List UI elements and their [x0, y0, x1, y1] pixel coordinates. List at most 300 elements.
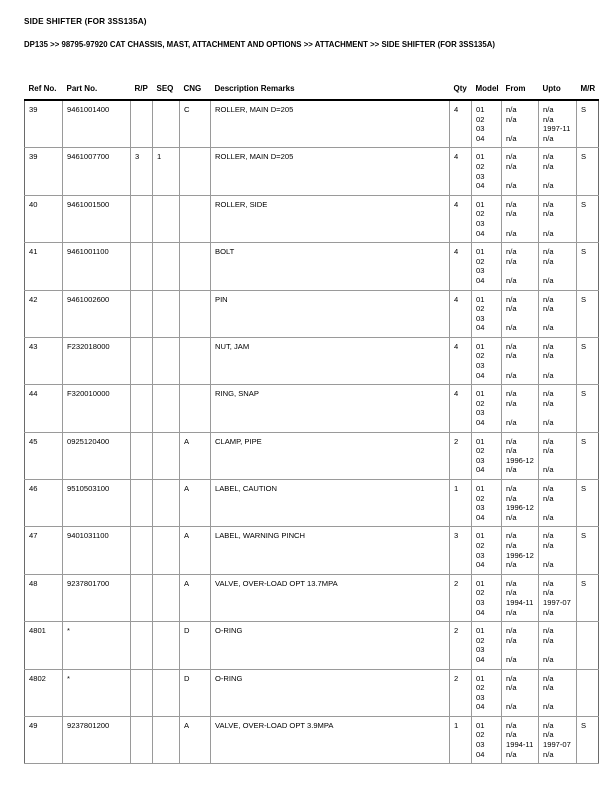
upto-line: n/a: [543, 720, 554, 730]
column-header-desc: Description Remarks: [214, 84, 295, 93]
table-row[interactable]: [25, 669, 599, 716]
cell-seq: [153, 385, 180, 432]
upto-stack: [543, 531, 576, 569]
from-stack: [506, 152, 538, 190]
table-header: [25, 84, 599, 100]
cell-upto: [539, 622, 577, 669]
table-row[interactable]: [25, 100, 599, 148]
cell-from: [502, 527, 539, 574]
cell-mr: [577, 669, 599, 716]
model-line: 04: [476, 181, 485, 191]
from-line: n/a: [506, 578, 517, 588]
from-line: 1996-12: [506, 503, 534, 513]
cell-upto: [539, 574, 577, 621]
model-line: 02: [476, 161, 485, 171]
upto-line: n/a: [543, 730, 554, 740]
cell-from: [502, 195, 539, 242]
cell-ref: 41: [25, 243, 63, 290]
from-line: n/a: [506, 683, 517, 693]
cell-part: 9461001400: [63, 100, 131, 148]
model-line: 02: [476, 446, 485, 456]
cell-rp: [131, 716, 153, 763]
cell-upto: [539, 195, 577, 242]
cell-seq: [153, 480, 180, 527]
cell-seq: [153, 716, 180, 763]
from-line: n/a: [506, 114, 517, 124]
upto-line: n/a: [543, 256, 554, 266]
model-stack: [476, 342, 501, 380]
cell-mr: [577, 622, 599, 669]
from-line: n/a: [506, 607, 517, 617]
cell-description: [211, 290, 450, 337]
breadcrumb: DP135 >> 98795-97920 CAT CHASSIS, MAST, ATTACHMENT AND OPTIONS >> ATTACHMENT >> SIDE SHIFTER (FOR 3SS135A): [24, 40, 496, 49]
model-stack: [476, 674, 501, 712]
cell-mr: S: [577, 290, 599, 337]
model-stack: [476, 295, 501, 333]
model-stack: [476, 105, 501, 143]
cell-rp: [131, 243, 153, 290]
cell-cng: A: [180, 480, 211, 527]
cell-rp: [131, 432, 153, 479]
cell-cng: [180, 195, 211, 242]
upto-line: n/a: [543, 228, 554, 238]
from-line: n/a: [506, 341, 517, 351]
model-line: 01: [476, 247, 485, 257]
upto-line: n/a: [543, 683, 554, 693]
from-line: n/a: [506, 654, 517, 664]
cell-description: [211, 716, 450, 763]
cell-qty: 2: [450, 622, 472, 669]
cell-ref: 39: [25, 148, 63, 195]
table-row[interactable]: [25, 290, 599, 337]
model-line: 03: [476, 645, 485, 655]
model-line: 04: [476, 275, 485, 285]
table-row[interactable]: [25, 432, 599, 479]
from-line: [506, 314, 538, 324]
cell-qty: 1: [450, 480, 472, 527]
table-header-row: [25, 84, 599, 100]
upto-line: n/a: [543, 323, 554, 333]
upto-line: n/a: [543, 341, 554, 351]
model-line: 01: [476, 578, 485, 588]
from-line: n/a: [506, 540, 517, 550]
from-line: n/a: [506, 493, 517, 503]
cell-mr: S: [577, 100, 599, 148]
cell-from: [502, 148, 539, 195]
cell-qty: 4: [450, 195, 472, 242]
table-row[interactable]: [25, 574, 599, 621]
from-stack: [506, 247, 538, 285]
model-line: 02: [476, 683, 485, 693]
model-line: 02: [476, 351, 485, 361]
upto-stack: [543, 674, 576, 712]
upto-stack: [543, 484, 576, 522]
cell-upto: [539, 100, 577, 148]
upto-stack: [543, 389, 576, 427]
cell-part: 9461007700: [63, 148, 131, 195]
from-line: [506, 124, 538, 134]
model-line: 03: [476, 218, 485, 228]
from-line: n/a: [506, 181, 517, 191]
cell-mr: S: [577, 432, 599, 479]
cell-ref: 48: [25, 574, 63, 621]
upto-line: 1997-07: [543, 740, 571, 750]
cell-part: *: [63, 669, 131, 716]
cell-cng: A: [180, 716, 211, 763]
model-line: 01: [476, 436, 485, 446]
cell-qty: 2: [450, 574, 472, 621]
from-line: [506, 361, 538, 371]
model-line: 03: [476, 597, 485, 607]
cell-from: [502, 290, 539, 337]
from-line: n/a: [506, 436, 517, 446]
cell-description: [211, 432, 450, 479]
from-line: n/a: [506, 702, 517, 712]
cell-cng: [180, 148, 211, 195]
upto-line: n/a: [543, 635, 554, 645]
table-row[interactable]: [25, 622, 599, 669]
from-stack: [506, 626, 538, 664]
cell-seq: [153, 622, 180, 669]
cell-description: [211, 100, 450, 148]
cell-ref: 39: [25, 100, 63, 148]
model-line: 01: [476, 294, 485, 304]
from-line: n/a: [506, 304, 517, 314]
table-row[interactable]: [25, 527, 599, 574]
model-line: 01: [476, 484, 485, 493]
upto-line: n/a: [543, 398, 554, 408]
from-stack: [506, 342, 538, 380]
model-line: 02: [476, 635, 485, 645]
table-row[interactable]: [25, 385, 599, 432]
cell-model: [472, 527, 502, 574]
column-header-mr: M/R: [580, 84, 596, 93]
description-text: ROLLER, MAIN D=205: [215, 152, 294, 162]
upto-stack: [543, 152, 576, 190]
cell-part: *: [63, 622, 131, 669]
upto-line: n/a: [543, 294, 554, 304]
column-header-model: Model: [475, 84, 499, 93]
cell-rp: [131, 385, 153, 432]
cell-seq: 1: [153, 148, 180, 195]
cell-seq: [153, 100, 180, 148]
model-line: 04: [476, 228, 485, 238]
model-stack: [476, 626, 501, 664]
upto-line: [543, 645, 576, 655]
cell-ref: 43: [25, 337, 63, 384]
from-line: n/a: [506, 209, 517, 219]
cell-part: 9237801200: [63, 716, 131, 763]
from-line: n/a: [506, 418, 517, 428]
from-line: [506, 408, 538, 418]
cell-part: 9401031100: [63, 527, 131, 574]
upto-line: n/a: [543, 105, 554, 114]
cell-from: [502, 574, 539, 621]
cell-qty: 4: [450, 290, 472, 337]
cell-cng: [180, 290, 211, 337]
cell-model: [472, 100, 502, 148]
table-body: [25, 100, 599, 764]
from-stack: [506, 531, 538, 569]
cell-model: [472, 385, 502, 432]
upto-stack: [543, 437, 576, 475]
cell-part: 0925120400: [63, 432, 131, 479]
table-row[interactable]: [25, 337, 599, 384]
from-stack: [506, 721, 538, 759]
description-text: O-RING: [215, 673, 243, 683]
from-stack: [506, 105, 538, 143]
cell-ref: 40: [25, 195, 63, 242]
description-text: ROLLER, SIDE: [215, 199, 268, 209]
from-line: n/a: [506, 484, 517, 493]
cell-rp: [131, 622, 153, 669]
from-line: n/a: [506, 389, 517, 399]
cell-from: [502, 100, 539, 148]
from-line: n/a: [506, 275, 517, 285]
upto-line: [543, 503, 576, 513]
model-line: 04: [476, 654, 485, 664]
cell-from: [502, 385, 539, 432]
cell-model: [472, 148, 502, 195]
cell-cng: A: [180, 574, 211, 621]
upto-line: [543, 266, 576, 276]
model-line: 04: [476, 607, 485, 617]
cell-seq: [153, 669, 180, 716]
description-text: PIN: [215, 294, 228, 304]
from-line: 1994-11: [506, 597, 534, 607]
description-text: VALVE, OVER-LOAD OPT 3.9MPA: [215, 720, 334, 730]
cell-description: [211, 622, 450, 669]
from-line: n/a: [506, 446, 517, 456]
cell-description: [211, 243, 450, 290]
from-line: n/a: [506, 161, 517, 171]
upto-line: n/a: [543, 247, 554, 257]
upto-line: [543, 408, 576, 418]
cell-description: [211, 337, 450, 384]
upto-line: n/a: [543, 465, 554, 475]
cell-model: [472, 290, 502, 337]
column-header-seq: SEQ: [156, 84, 174, 93]
model-line: 03: [476, 171, 485, 181]
cell-description: [211, 669, 450, 716]
cell-qty: 3: [450, 527, 472, 574]
upto-line: n/a: [543, 133, 554, 143]
cell-upto: [539, 432, 577, 479]
upto-stack: [543, 105, 576, 143]
upto-line: n/a: [543, 588, 554, 598]
cell-rp: [131, 527, 153, 574]
upto-line: [543, 172, 576, 182]
column-header-qty: Qty: [453, 84, 467, 93]
cell-qty: 4: [450, 148, 472, 195]
cell-rp: [131, 480, 153, 527]
model-stack: [476, 484, 501, 522]
model-line: 01: [476, 626, 485, 636]
cell-description: [211, 148, 450, 195]
from-line: [506, 645, 538, 655]
cell-seq: [153, 574, 180, 621]
cell-ref: 45: [25, 432, 63, 479]
cell-rp: 3: [131, 148, 153, 195]
from-line: [506, 693, 538, 703]
model-line: 03: [476, 503, 485, 513]
cell-from: [502, 669, 539, 716]
upto-line: [543, 693, 576, 703]
cell-part: F320010000: [63, 385, 131, 432]
from-line: 1996-12: [506, 550, 534, 560]
model-stack: [476, 389, 501, 427]
cell-ref: 49: [25, 716, 63, 763]
description-text: O-RING: [215, 626, 243, 636]
upto-stack: [543, 342, 576, 380]
cell-upto: [539, 669, 577, 716]
cell-ref: 44: [25, 385, 63, 432]
model-line: 02: [476, 730, 485, 740]
upto-line: n/a: [543, 446, 554, 456]
table-row[interactable]: [25, 716, 599, 763]
cell-part: 9461001500: [63, 195, 131, 242]
cell-part: 9510503100: [63, 480, 131, 527]
model-line: 02: [476, 398, 485, 408]
page-title: SIDE SHIFTER (FOR 3SS135A): [24, 17, 147, 26]
from-line: n/a: [506, 105, 517, 114]
cell-ref: 42: [25, 290, 63, 337]
cell-mr: S: [577, 716, 599, 763]
cell-from: [502, 243, 539, 290]
from-line: n/a: [506, 588, 517, 598]
description-text: LABEL, WARNING PINCH: [215, 531, 306, 541]
cell-upto: [539, 716, 577, 763]
cell-mr: S: [577, 480, 599, 527]
from-line: n/a: [506, 560, 517, 570]
model-stack: [476, 152, 501, 190]
from-line: 1996-12: [506, 455, 534, 465]
model-line: 04: [476, 560, 485, 570]
cell-part: 9461001100: [63, 243, 131, 290]
cell-model: [472, 669, 502, 716]
cell-seq: [153, 243, 180, 290]
description-text: LABEL, CAUTION: [215, 484, 278, 493]
from-line: n/a: [506, 323, 517, 333]
cell-rp: [131, 195, 153, 242]
cell-upto: [539, 290, 577, 337]
model-stack: [476, 531, 501, 569]
upto-stack: [543, 200, 576, 238]
from-line: n/a: [506, 749, 517, 759]
model-line: 03: [476, 124, 485, 134]
column-header-from: From: [505, 84, 526, 93]
from-line: n/a: [506, 465, 517, 475]
cell-from: [502, 432, 539, 479]
cell-upto: [539, 480, 577, 527]
from-stack: [506, 484, 538, 522]
cell-mr: S: [577, 527, 599, 574]
cell-part: 9461002600: [63, 290, 131, 337]
cell-model: [472, 480, 502, 527]
model-line: 01: [476, 531, 485, 541]
cell-cng: A: [180, 432, 211, 479]
model-line: 01: [476, 341, 485, 351]
model-line: 01: [476, 199, 485, 209]
cell-rp: [131, 100, 153, 148]
cell-description: [211, 574, 450, 621]
cell-upto: [539, 527, 577, 574]
cell-seq: [153, 290, 180, 337]
table-row[interactable]: [25, 243, 599, 290]
upto-line: n/a: [543, 389, 554, 399]
upto-line: n/a: [543, 673, 554, 683]
column-header-cng: CNG: [183, 84, 202, 93]
upto-line: 1997-11: [543, 124, 571, 134]
model-line: 04: [476, 418, 485, 428]
upto-line: n/a: [543, 351, 554, 361]
from-line: [506, 172, 538, 182]
model-line: 03: [476, 740, 485, 750]
upto-line: [543, 361, 576, 371]
upto-line: n/a: [543, 161, 554, 171]
cell-description: [211, 195, 450, 242]
cell-ref: 46: [25, 480, 63, 527]
model-line: 03: [476, 455, 485, 465]
cell-upto: [539, 148, 577, 195]
from-line: n/a: [506, 199, 517, 209]
cell-qty: 4: [450, 100, 472, 148]
table-row[interactable]: [25, 480, 599, 527]
upto-line: n/a: [543, 114, 554, 124]
cell-qty: 4: [450, 337, 472, 384]
cell-from: [502, 480, 539, 527]
from-stack: [506, 437, 538, 475]
from-line: n/a: [506, 626, 517, 636]
model-line: 04: [476, 702, 485, 712]
from-stack: [506, 579, 538, 617]
upto-line: n/a: [543, 560, 554, 570]
model-line: 04: [476, 370, 485, 380]
from-stack: [506, 295, 538, 333]
cell-mr: S: [577, 243, 599, 290]
cell-cng: [180, 243, 211, 290]
column-header-ref: Ref No.: [28, 84, 57, 93]
upto-line: n/a: [543, 654, 554, 664]
from-line: n/a: [506, 512, 517, 522]
cell-description: [211, 527, 450, 574]
from-line: n/a: [506, 228, 517, 238]
upto-line: n/a: [543, 436, 554, 446]
model-stack: [476, 579, 501, 617]
table-row[interactable]: [25, 148, 599, 195]
column-header-rp: R/P: [134, 84, 148, 93]
cell-seq: [153, 195, 180, 242]
description-text: VALVE, OVER-LOAD OPT 13.7MPA: [215, 578, 338, 588]
table-row[interactable]: [25, 195, 599, 242]
model-line: 02: [476, 588, 485, 598]
cell-model: [472, 716, 502, 763]
cell-upto: [539, 243, 577, 290]
upto-line: n/a: [543, 512, 554, 522]
upto-stack: [543, 626, 576, 664]
cell-rp: [131, 669, 153, 716]
upto-line: n/a: [543, 749, 554, 759]
from-line: n/a: [506, 247, 517, 257]
from-line: n/a: [506, 133, 517, 143]
cell-model: [472, 243, 502, 290]
cell-description: [211, 480, 450, 527]
model-line: 02: [476, 493, 485, 503]
cell-rp: [131, 574, 153, 621]
from-line: n/a: [506, 673, 517, 683]
model-line: 04: [476, 323, 485, 333]
cell-cng: [180, 337, 211, 384]
